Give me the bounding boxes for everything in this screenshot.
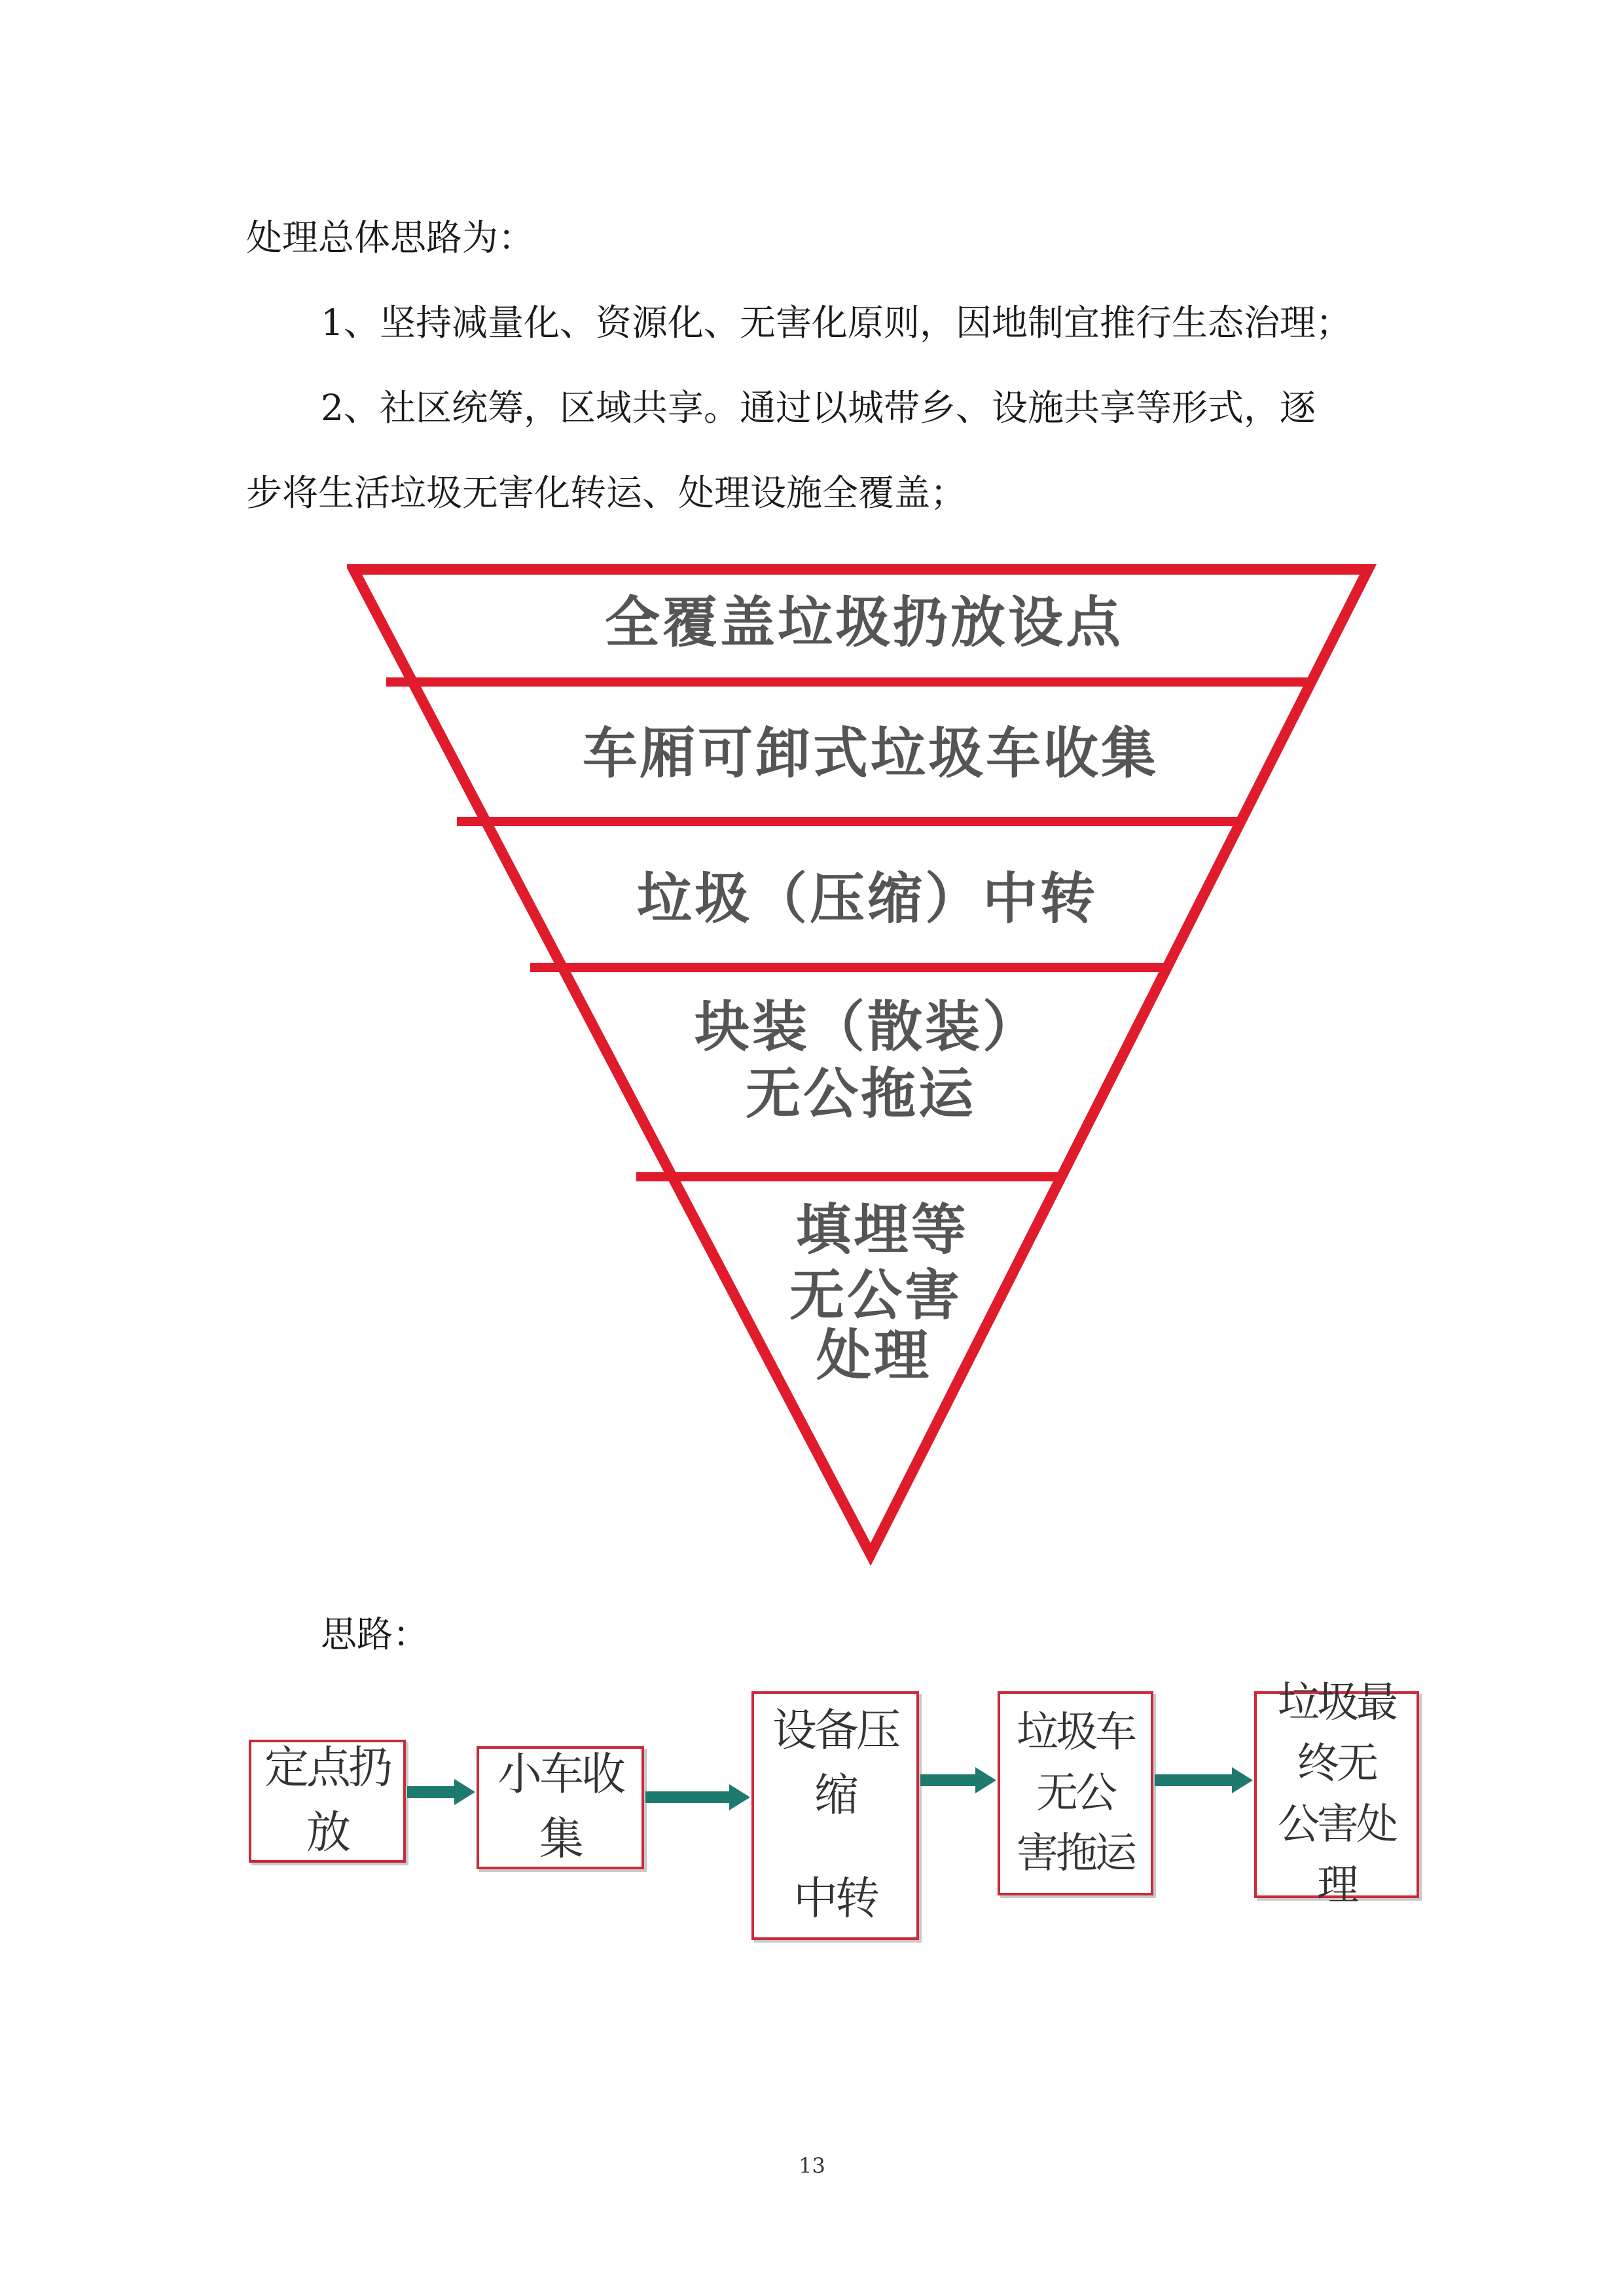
flow-step-5-label-line-1: 垃圾最终无 [1278,1679,1396,1789]
heading-text: 处理总体思路为： [246,217,535,259]
flow-step-3 [751,1691,919,1940]
flow-step-1 [249,1740,406,1863]
flow-arrow-4 [1155,1767,1253,1793]
flow-arrow-1 [407,1779,475,1805]
flow-arrow-3 [920,1767,996,1793]
flow-step-2-label: 小车收集 [497,1749,623,1865]
flow-step-5-label-line-2: 公害处理 [1278,1801,1396,1910]
pyramid-level-4-line-1: 块装（散装） [694,994,1041,1059]
pyramid-level-2: 车厢可卸式垃圾车收集 [582,721,1159,785]
principle-item-2-continued: 步将生活垃圾无害化转运、处理设施全覆盖； [246,472,967,514]
pyramid-level-5-line-1: 填埋等 [795,1197,969,1262]
pyramid-level-3: 垃圾（压缩）中转 [636,866,1098,931]
pyramid-level-1: 全覆盖垃圾扔放设点 [604,590,1124,655]
principle-item-2: 2、社区统筹，区域共享。通过以城带乡、设施共享等形式，逐 [321,387,1316,429]
flow-step-5 [1254,1679,1419,1910]
flow-step-4 [998,1691,1153,1895]
flow-step-4-label-line-1: 垃圾车无公 [1017,1708,1134,1818]
flow-step-2 [477,1746,644,1869]
principle-item-1: 1、坚持减量化、资源化、无害化原则，因地制宜推行生态治理； [321,302,1352,344]
silu-label: 思路： [321,1613,429,1655]
flow-step-3-label-line-2: 中转 [793,1873,877,1926]
page-number: 13 [799,2153,825,2178]
flow-step-3-label-line-1: 设备压缩 [772,1705,898,1821]
pyramid-level-5-line-3: 处理 [816,1323,932,1388]
inverted-pyramid-diagram [347,543,1381,1571]
flow-arrow-2 [645,1784,750,1810]
flow-step-4-label-line-2: 害拖运 [1017,1829,1134,1878]
flow-step-1-label: 定点扔放 [264,1742,390,1859]
pyramid-level-4-line-2: 无公拖运 [745,1061,977,1126]
pyramid-level-5-line-2: 无公害 [789,1263,963,1327]
